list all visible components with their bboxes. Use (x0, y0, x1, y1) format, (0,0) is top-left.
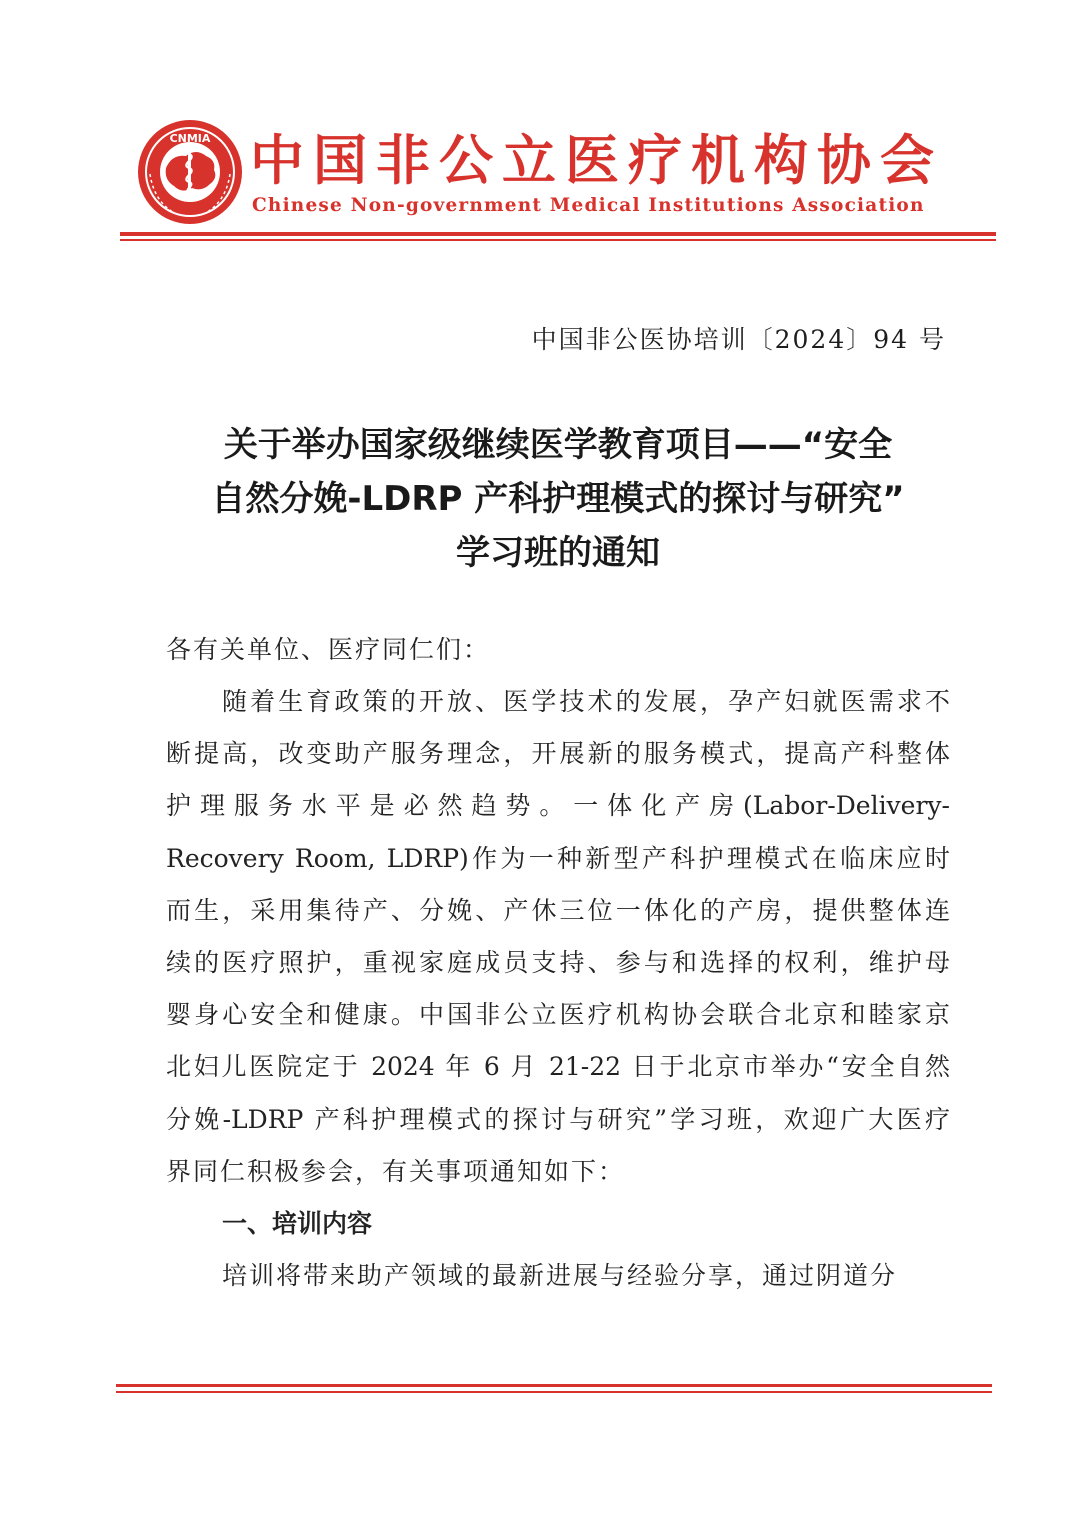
intro-paragraph (166, 676, 950, 1198)
paragraph-line: 婴身心安全和健康。中国非公立医疗机构协会联合北京和睦家京 (166, 1000, 950, 1030)
paragraph-line: 续的医疗照护，重视家庭成员支持、参与和选择的权利，维护母 (166, 948, 950, 978)
header-rule-thick (120, 232, 996, 236)
paragraph-line: Recovery Room, LDRP)作为一种新型产科护理模式在临床应时 (166, 843, 950, 873)
org-name-english: Chinese Non-government Medical Institutions Association (252, 195, 925, 216)
title-line-2: 自然分娩-LDRP 产科护理模式的探讨与研究” (211, 479, 905, 519)
paragraph-line: 而生，采用集待产、分娩、产休三位一体化的产房，提供整体连 (166, 895, 950, 925)
seal-text: CNMIA (169, 132, 211, 145)
title-line-1: 关于举办国家级继续医学教育项目——“安全 (223, 425, 893, 465)
letterhead (0, 0, 1080, 260)
paragraph-line: 界同仁积极参会，有关事项通知如下： (166, 1156, 626, 1186)
section-heading-training-content: 一、培训内容 (222, 1209, 373, 1239)
footer-rule-thick (116, 1384, 992, 1387)
section-text-line: 培训将带来助产领域的最新进展与经验分享，通过阴道分 (222, 1261, 898, 1291)
notice-body (166, 624, 950, 1302)
org-name-chinese: 中国非公立医疗机构协会 (250, 128, 943, 192)
header-rule-thin (120, 239, 996, 241)
title-line-3: 学习班的通知 (456, 533, 660, 573)
paragraph-line: 随着生育政策的开放、医学技术的发展，孕产妇就医需求不 (222, 687, 950, 716)
salutation: 各有关单位、医疗同仁们： (166, 635, 491, 664)
paragraph-line: 护理服务水平是必然趋势。一体化产房(Labor-Delivery- (166, 791, 950, 821)
association-seal-icon (136, 118, 244, 226)
document-number: 中国非公医协培训〔2024〕94 号 (531, 325, 946, 354)
paragraph-line: 分娩-LDRP 产科护理模式的探讨与研究”学习班，欢迎广大医疗 (166, 1104, 950, 1134)
footer-rule-thin (116, 1391, 992, 1393)
paragraph-line: 断提高，改变助产服务理念，开展新的服务模式，提高产科整体 (166, 739, 950, 769)
paragraph-line: 北妇儿医院定于 2024 年 6 月 21-22 日于北京市举办“安全自然 (166, 1052, 950, 1082)
notice-title (166, 418, 950, 580)
